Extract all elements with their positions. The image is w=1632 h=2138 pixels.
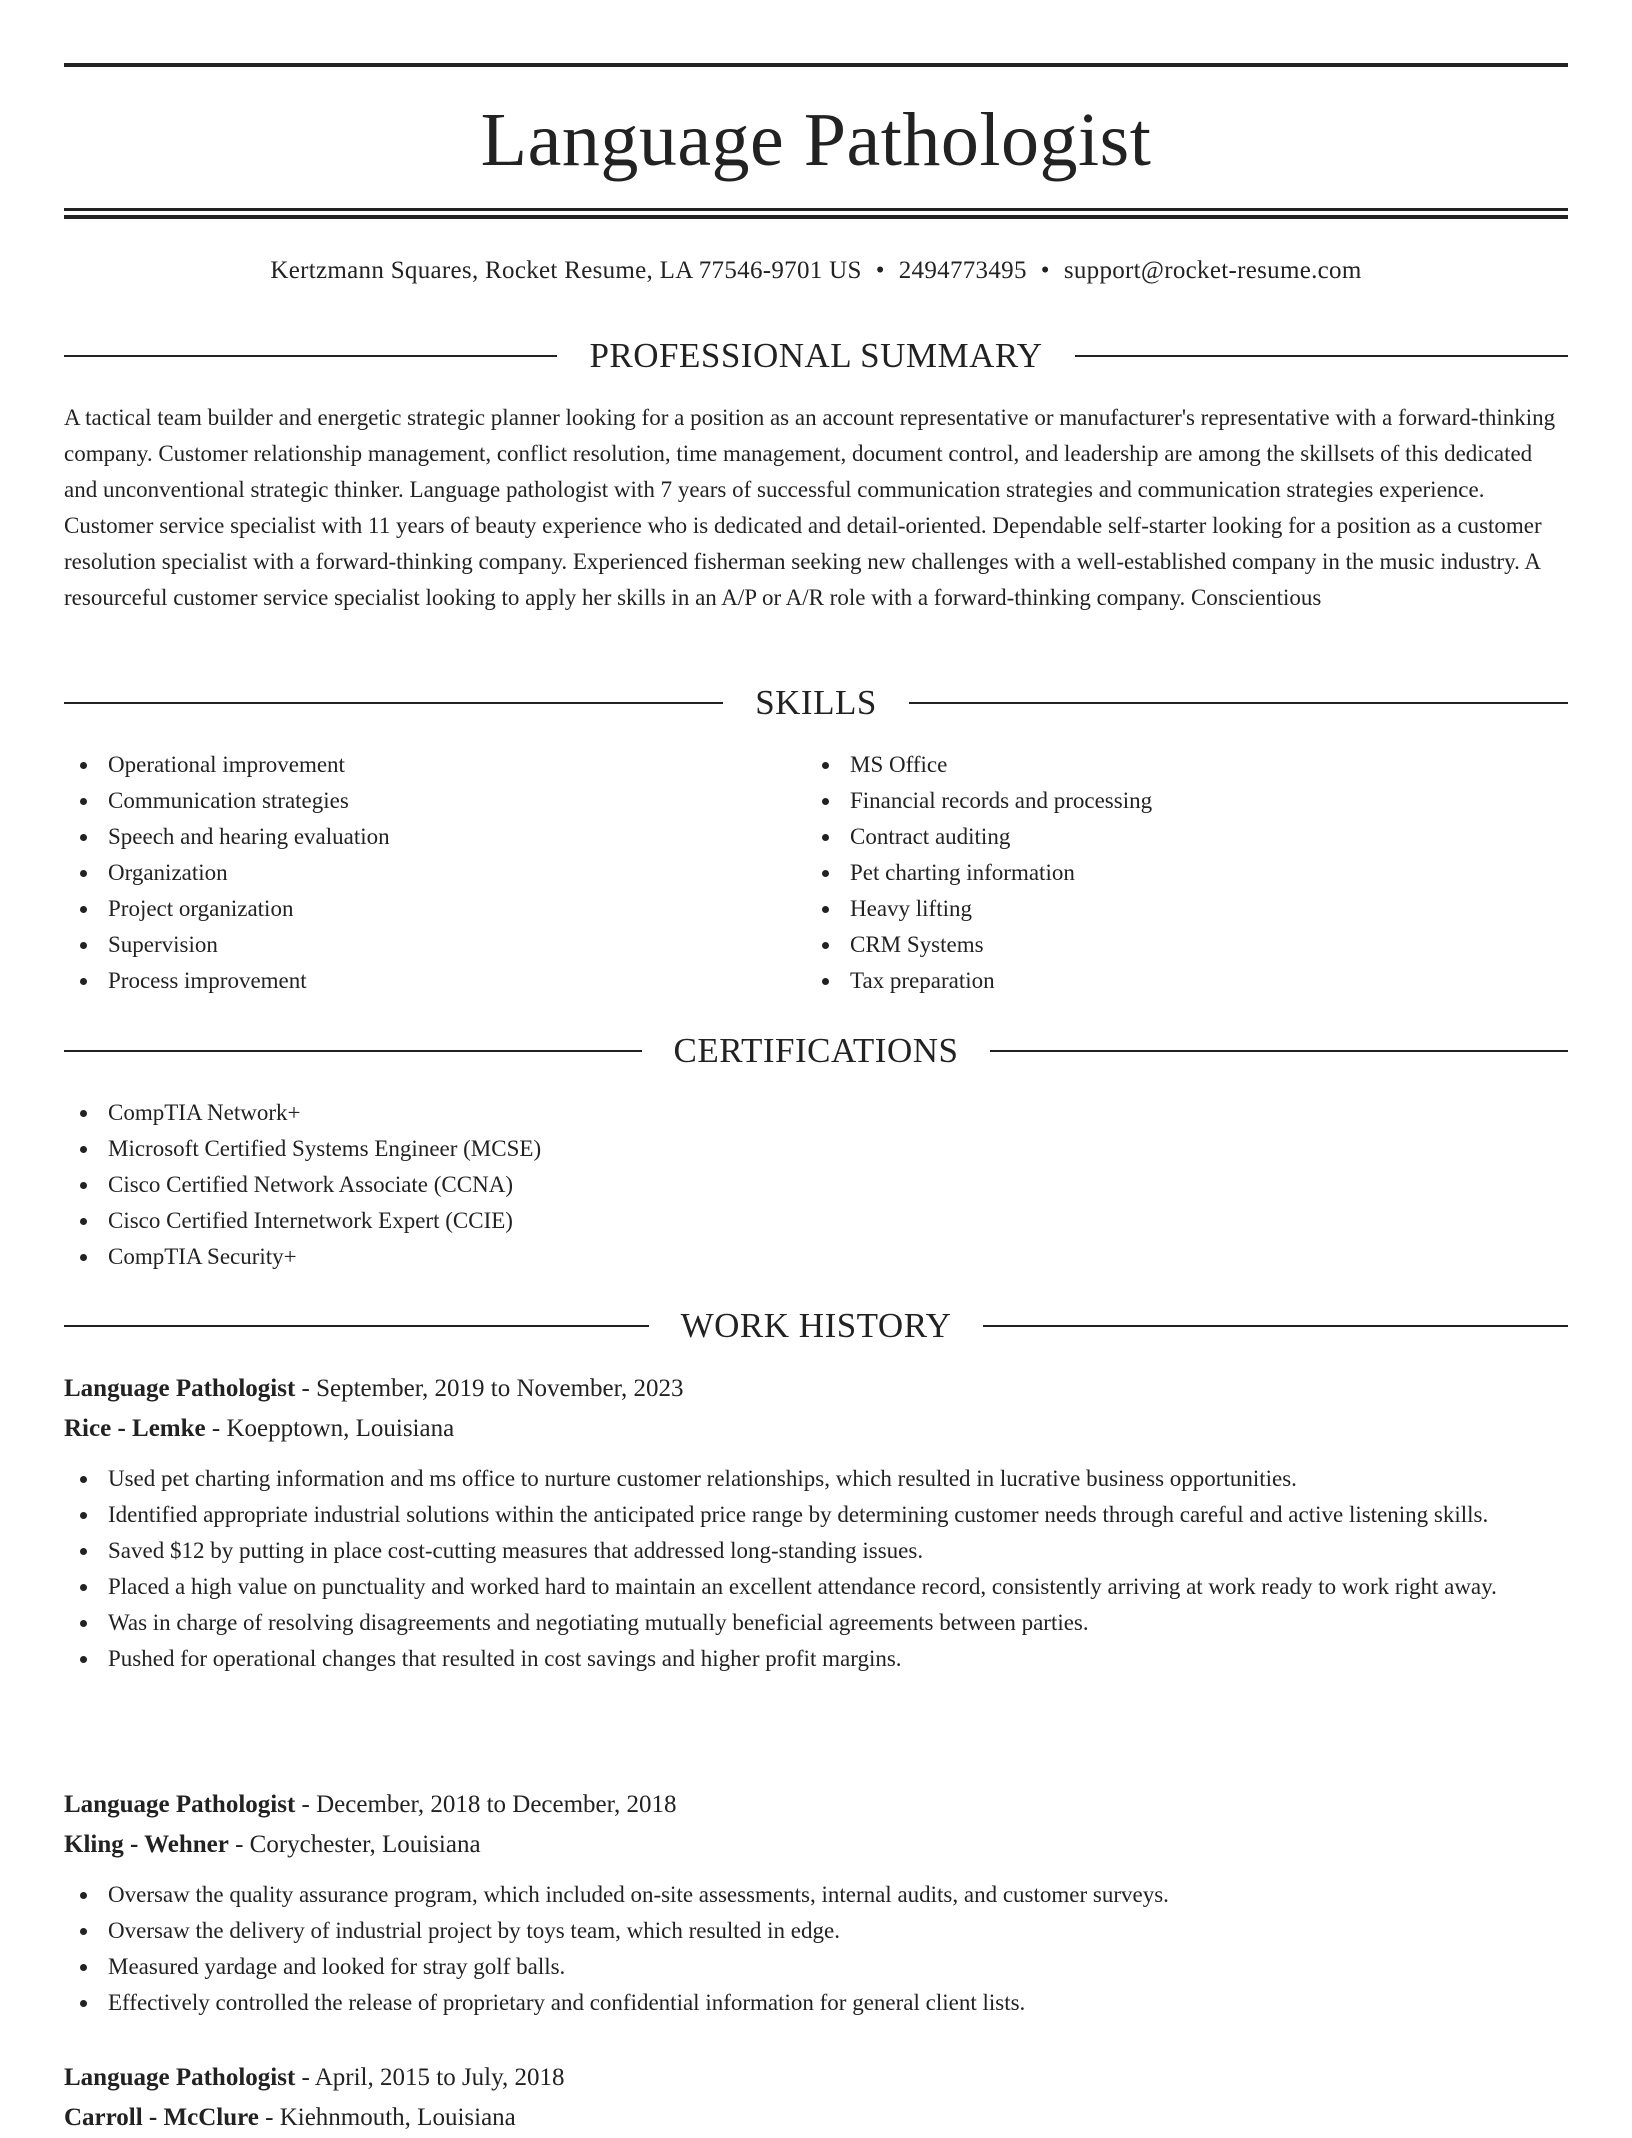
- job-title: Language Pathologist: [64, 1375, 296, 1402]
- job-bullet: Used pet charting information and ms office to nurture customer relationships, which resulted in lucrative business opportunities.: [64, 1461, 1568, 1497]
- job-title-line: Language Pathologist - April, 2015 to July, 2018: [64, 2064, 565, 2091]
- job-title-line: Language Pathologist - September, 2019 to November, 2023: [64, 1375, 684, 1402]
- certifications-list: [64, 1095, 1568, 1275]
- skill-item: Communication strategies: [64, 783, 806, 819]
- job-dates: December, 2018 to December, 2018: [316, 1791, 677, 1818]
- section-title-summary: PROFESSIONAL SUMMARY: [589, 336, 1043, 375]
- skill-item: Organization: [64, 855, 806, 891]
- section-rule-right: [983, 1325, 1568, 1327]
- section-title-skills: SKILLS: [755, 683, 877, 722]
- resume-title: Language Pathologist: [480, 98, 1152, 182]
- job-entry: [64, 1369, 1568, 1677]
- skill-item: Process improvement: [64, 963, 806, 999]
- contact-email[interactable]: support@rocket-resume.com: [1063, 257, 1362, 284]
- certification-item: Cisco Certified Internetwork Expert (CCIE): [64, 1203, 1568, 1239]
- section-rule-right: [1075, 355, 1568, 357]
- certification-item: Microsoft Certified Systems Engineer (MCSE): [64, 1131, 1568, 1167]
- section-rule-left: [64, 355, 557, 357]
- skill-item: Tax preparation: [806, 963, 1568, 999]
- job-bullet: Placed a high value on punctuality and worked hard to maintain an excellent attendance record, consistently arriving at work ready to work right away.: [64, 1569, 1568, 1605]
- job-bullets: [64, 1877, 1568, 2021]
- job-dates: April, 2015 to July, 2018: [314, 2064, 565, 2091]
- skill-item: Supervision: [64, 927, 806, 963]
- job-company-line: Kling - Wehner - Corychester, Louisiana: [64, 1831, 481, 1858]
- section-rule-left: [64, 1050, 642, 1052]
- skill-item: Operational improvement: [64, 747, 806, 783]
- contact-address: Kertzmann Squares, Rocket Resume, LA 77546-9701 US: [270, 257, 862, 284]
- skills-list-right: [806, 747, 1568, 999]
- job-title: Language Pathologist: [64, 1791, 296, 1818]
- certification-item: CompTIA Security+: [64, 1239, 1568, 1275]
- job-entry: [64, 2058, 1568, 2138]
- contact-separator: •: [875, 257, 885, 284]
- section-header-summary: [64, 334, 1568, 378]
- section-header-work-history: [64, 1304, 1568, 1348]
- skill-item: Heavy lifting: [806, 891, 1568, 927]
- job-bullet: Oversaw the delivery of industrial project by toys team, which resulted in edge.: [64, 1913, 1568, 1949]
- skills-column-right: [806, 747, 1568, 999]
- skill-item: CRM Systems: [806, 927, 1568, 963]
- summary-text: A tactical team builder and energetic strategic planner looking for a position as an account representative or manufacturer's representative with a forward-thinking company. Customer relationship management, conflict resolution, time management, document control, and leadership are among the skillsets of this dedicated and unconventional strategic thinker. Language pathologist with 7 years of successful communication strategies and communication strategies experience. Customer service specialist with 11 years of beauty experience who is dedicated and detail-oriented. Dependable self-starter looking for a position as a customer resolution specialist with a forward-thinking company. Experienced fisherman seeking new challenges with a well-established company in the music industry. A resourceful customer service specialist looking to apply her skills in an A/P or A/R role with a forward-thinking company. Conscientious: [64, 405, 1556, 610]
- job-bullet: Effectively controlled the release of proprietary and confidential information for general client lists.: [64, 1985, 1568, 2021]
- contact-separator: •: [1040, 257, 1050, 284]
- job-company: Carroll - McClure: [64, 2104, 259, 2131]
- job-company: Rice - Lemke: [64, 1415, 206, 1442]
- job-company: Kling - Wehner: [64, 1831, 229, 1858]
- section-rule-left: [64, 1325, 649, 1327]
- job-title-line: Language Pathologist - December, 2018 to December, 2018: [64, 1791, 677, 1818]
- job-bullet: Was in charge of resolving disagreements and negotiating mutually beneficial agreements between parties.: [64, 1605, 1568, 1641]
- job-bullet: Pushed for operational changes that resulted in cost savings and higher profit margins.: [64, 1641, 1568, 1677]
- job-entry: [64, 1785, 1568, 2021]
- skill-item: Speech and hearing evaluation: [64, 819, 806, 855]
- section-header-certifications: [64, 1029, 1568, 1073]
- skills-column-left: [64, 747, 806, 999]
- section-header-skills: [64, 681, 1568, 725]
- job-location: Koepptown, Louisiana: [226, 1415, 455, 1442]
- job-dates: September, 2019 to November, 2023: [316, 1375, 684, 1402]
- job-bullets: [64, 1461, 1568, 1677]
- skill-item: Pet charting information: [806, 855, 1568, 891]
- title-rule-lower: [64, 215, 1568, 219]
- job-company-line: Rice - Lemke - Koepptown, Louisiana: [64, 1415, 455, 1442]
- certification-item: CompTIA Network+: [64, 1095, 1568, 1131]
- job-location: Corychester, Louisiana: [249, 1831, 481, 1858]
- contact-phone: 2494773495: [898, 257, 1027, 284]
- contact-line: [64, 254, 1568, 288]
- skills-list-left: [64, 747, 806, 999]
- skill-item: Financial records and processing: [806, 783, 1568, 819]
- job-location: Kiehnmouth, Louisiana: [279, 2104, 516, 2131]
- title-rule-upper: [64, 208, 1568, 211]
- skill-item: Project organization: [64, 891, 806, 927]
- job-bullet: Identified appropriate industrial solutions within the anticipated price range by determining customer needs through careful and active listening skills.: [64, 1497, 1568, 1533]
- job-bullet: Saved $12 by putting in place cost-cutting measures that addressed long-standing issues.: [64, 1533, 1568, 1569]
- section-rule-right: [909, 702, 1568, 704]
- section-rule-right: [990, 1050, 1568, 1052]
- certifications-block: [64, 1095, 1568, 1275]
- section-rule-left: [64, 702, 723, 704]
- top-rule: [64, 63, 1568, 67]
- skill-item: MS Office: [806, 747, 1568, 783]
- job-title: Language Pathologist: [64, 2064, 296, 2091]
- job-company-line: Carroll - McClure - Kiehnmouth, Louisiana: [64, 2104, 516, 2131]
- section-title-work-history: WORK HISTORY: [680, 1306, 952, 1345]
- section-title-certifications: CERTIFICATIONS: [673, 1031, 959, 1070]
- job-bullet: Measured yardage and looked for stray golf balls.: [64, 1949, 1568, 1985]
- skill-item: Contract auditing: [806, 819, 1568, 855]
- job-bullet: Oversaw the quality assurance program, which included on-site assessments, internal audits, and customer surveys.: [64, 1877, 1568, 1913]
- certification-item: Cisco Certified Network Associate (CCNA): [64, 1167, 1568, 1203]
